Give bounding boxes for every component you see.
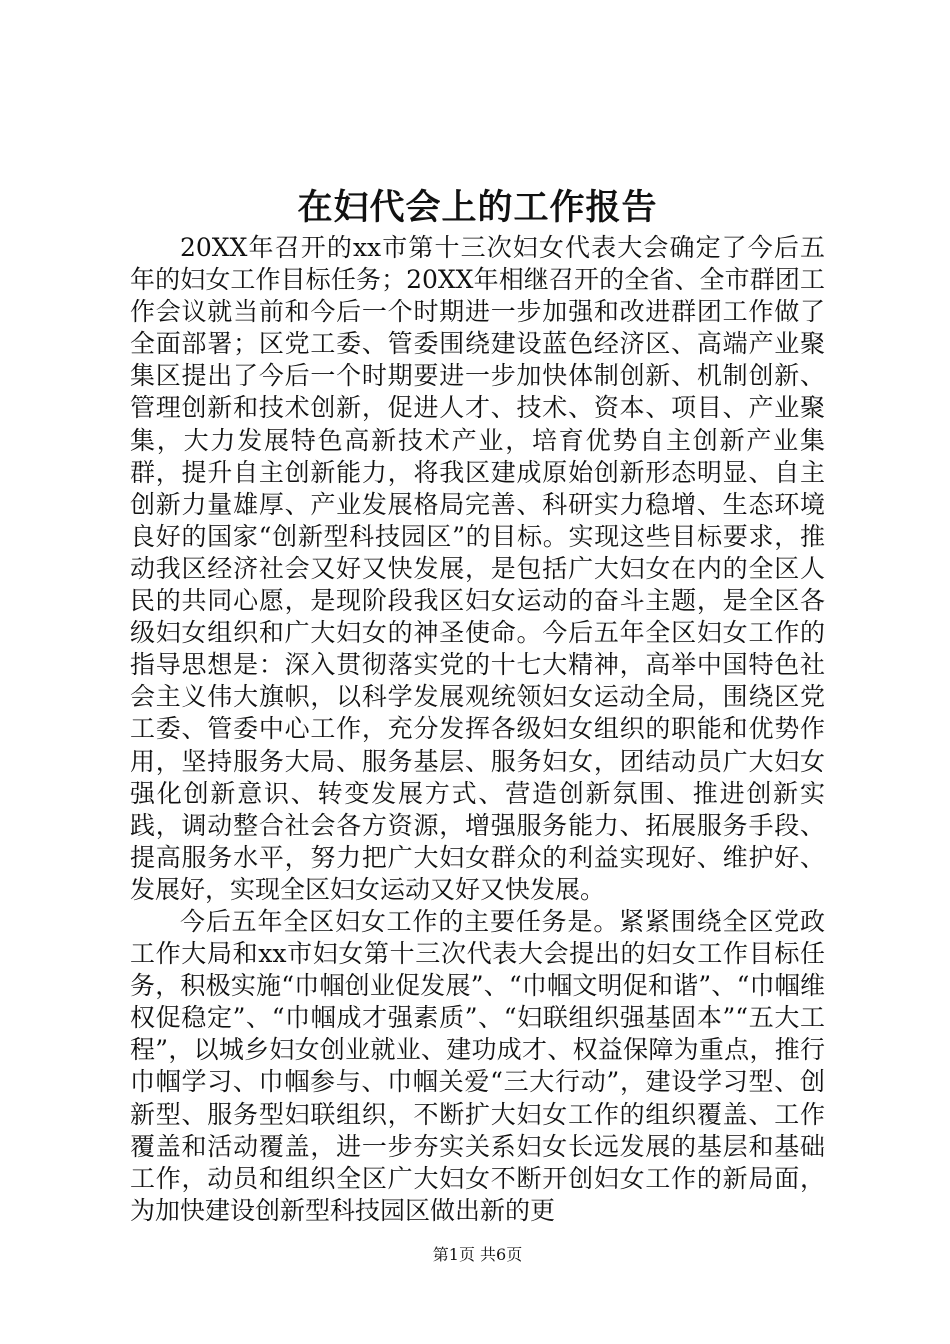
body-paragraph: 20XX年召开的xx市第十三次妇女代表大会确定了今后五年的妇女工作目标任务；20XX年相继召开的全省、全市群团工作会议就当前和今后一个时期进一步加强和改进群团工作做了全面部署；区党工委、管委围绕建设蓝色经济区、高端产业聚集区提出了今后一个时期要进一步加快体制创新、机制创新、管理创新和技术创新，促进人才、技术、资本、项目、产业聚集，大力发展特色高新技术产业，培育优势自主创新产业集群，提升自主创新能力，将我区建成原始创新形态明显、自主创新力量雄厚、产业发展格局完善、科研实力稳增、生态环境良好的国家“创新型科技园区”的目标。实现这些目标要求，推动我区经济社会又好又快发展，是包括广大妇女在内的全区人民的共同心愿，是现阶段我区妇女运动的奋斗主题，是全区各级妇女组织和广大妇女的神圣使命。今后五年全区妇女工作的指导思想是：深入贯彻落实党的十七大精神，高举中国特色社会主义伟大旗帜，以科学发展观统领妇女运动全局，围绕区党工委、管委中心工作，充分发挥各级妇女组织的职能和优势作用，坚持服务大局、服务基层、服务妇女，团结动员广大妇女强化创新意识、转变发展方式、营造创新氛围、推进创新实践，调动整合社会各方资源，增强服务能力、拓展服务手段、提高服务水平，努力把广大妇女群众的利益实现好、维护好、发展好，实现全区妇女运动又好又快发展。 [130, 233, 825, 904]
page-number-footer: 第1页 共6页 [432, 1245, 523, 1264]
body-paragraph: 今后五年全区妇女工作的主要任务是。紧紧围绕全区党政工作大局和xx市妇女第十三次代表大会提出的妇女工作目标任务，积极实施“巾帼创业促发展”、“巾帼文明促和谐”、“巾帼维权促稳定”、“巾帼成才强素质”、“妇联组织强基固本”“五大工程”，以城乡妇女创业就业、建功成才、权益保障为重点，推行巾帼学习、巾帼参与、巾帼关爱“三大行动”，建设学习型、创新型、服务型妇联组织，不断扩大妇女工作的组织覆盖、工作覆盖和活动覆盖，进一步夯实关系妇女长远发展的基层和基础工作，动员和组织全区广大妇女不断开创妇女工作的新局面，为加快建设创新型科技园区做出新的更 [130, 906, 825, 1225]
document-title: 在妇代会上的工作报告 [297, 187, 658, 228]
document-body [130, 232, 825, 1227]
